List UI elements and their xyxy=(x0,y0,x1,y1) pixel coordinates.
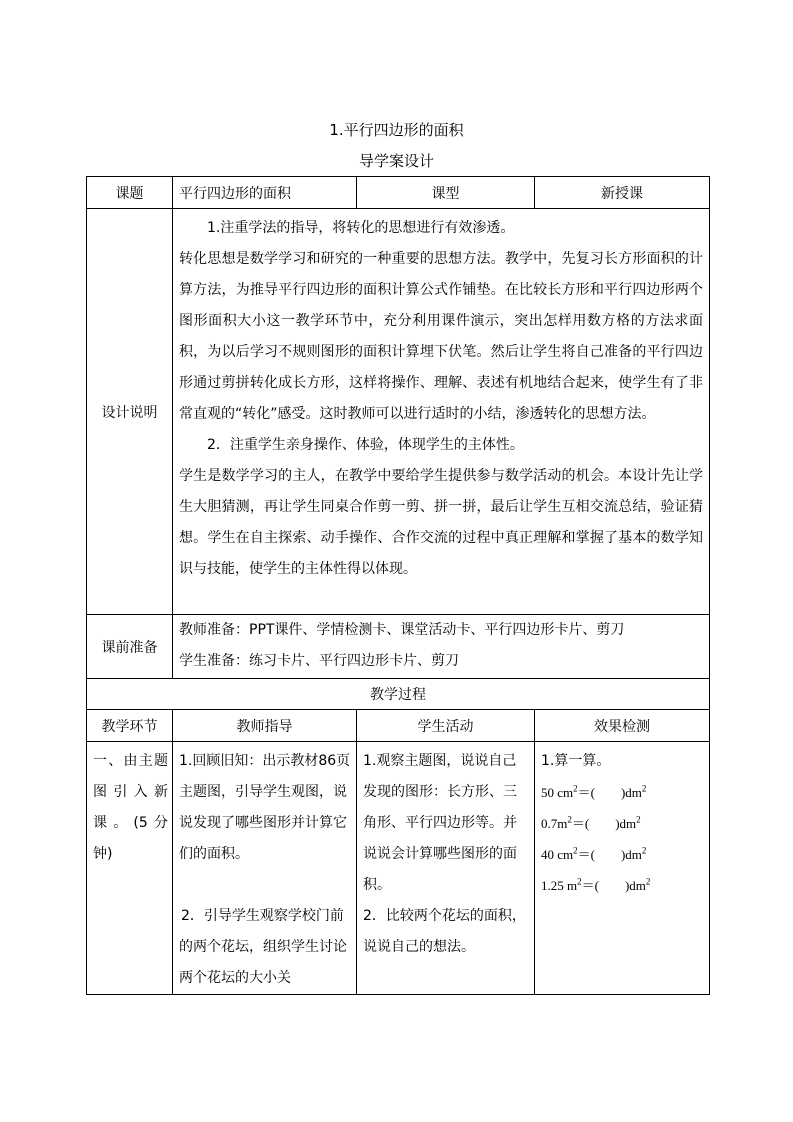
teacher-cell xyxy=(173,742,357,995)
check-item: 1.25 $m^2=$( )$dm^2$ xyxy=(541,876,651,893)
stage-cell xyxy=(87,742,173,995)
topic-value: 平行四边形的面积 xyxy=(173,177,357,209)
prep-label: 课前准备 xyxy=(87,615,173,679)
design-paragraph-2: 学生是数学学习的主人，在教学中要给学生提供参与数学活动的机会。本设计先让学生大胆猜测，再让学生同桌合作剪一剪、拼一拼，最后让学生互相交流总结，验证猜想。学生在自主探索、动手操作、合作交流的过程中真正理解和掌握了基本的数学知识与技能，使学生的主体性得以体现。 xyxy=(179,468,703,577)
student-cell xyxy=(357,742,535,995)
check-cell xyxy=(535,742,710,995)
teacher-step-2: 2．引导学生观察学校门前的两个花坛，组织学生讨论两个花坛的大小关 xyxy=(179,908,347,986)
stage-text: 一、由主题图引入新课。(5分钟) xyxy=(93,753,168,862)
design-point-1: 1.注重学法的指导，将转化的思想进行有效渗透。 xyxy=(207,220,515,236)
student-step-1: 1.观察主题图，说说自己发现的图形：长方形、三角形、平行四边形等。并说说会计算哪些图形的面积。 xyxy=(363,753,517,893)
column-student: 学生活动 xyxy=(357,710,535,742)
student-step-2: 2．比较两个花坛的面积，说说自己的想法。 xyxy=(363,908,526,955)
document-subtitle: 导学案设计 xyxy=(358,152,434,170)
design-label: 设计说明 xyxy=(87,209,173,615)
type-label: 课型 xyxy=(357,177,535,209)
prep-teacher: 教师准备：PPT课件、学情检测卡、课堂活动卡、平行四边形卡片、剪刀 xyxy=(179,622,625,638)
document-title: 1.平行四边形的面积 xyxy=(329,121,464,139)
prep-student: 学生准备：练习卡片、平行四边形卡片、剪刀 xyxy=(179,653,459,669)
teacher-step-1: 1.回顾旧知：出示教材86页主题图，引导学生观图，说说发现了哪些图形并计算它们的面积。 xyxy=(179,753,351,862)
prep-content xyxy=(173,615,710,679)
topic-label: 课题 xyxy=(87,177,173,209)
lesson-plan-table xyxy=(86,176,710,995)
column-check: 效果检测 xyxy=(535,710,710,742)
design-point-2: 2．注重学生亲身操作、体验，体现学生的主体性。 xyxy=(207,437,524,453)
check-item: $0.7m^2=$( )$dm^2$ xyxy=(541,814,641,831)
design-paragraph-1: 转化思想是数学学习和研究的一种重要的思想方法。教学中，先复习长方形面积的计算方法，为推导平行四边形的面积计算公式作铺垫。在比较长方形和平行四边形两个图形面积大小这一教学环节中，充分利用课件演示，突出怎样用数方格的方法求面积，为以后学习不规则图形的面积计算埋下伏笔。然后让学生将自己准备的平行四边形通过剪拼转化成长方形，这样将操作、理解、表述有机地结合起来，使学生有了非常直观的“转化”感受。这时教师可以进行适时的小结，渗透转化的思想方法。 xyxy=(179,251,703,422)
type-value: 新授课 xyxy=(535,177,710,209)
check-item: 50 $cm^2=$( )$dm^2$ xyxy=(541,783,647,800)
column-teacher: 教师指导 xyxy=(173,710,357,742)
check-title: 1.算一算。 xyxy=(541,753,611,769)
check-item: 40 $cm^2=$( )$dm^2$ xyxy=(541,845,647,862)
design-content xyxy=(173,209,710,615)
process-heading: 教学过程 xyxy=(87,679,710,710)
column-stage: 教学环节 xyxy=(87,710,173,742)
